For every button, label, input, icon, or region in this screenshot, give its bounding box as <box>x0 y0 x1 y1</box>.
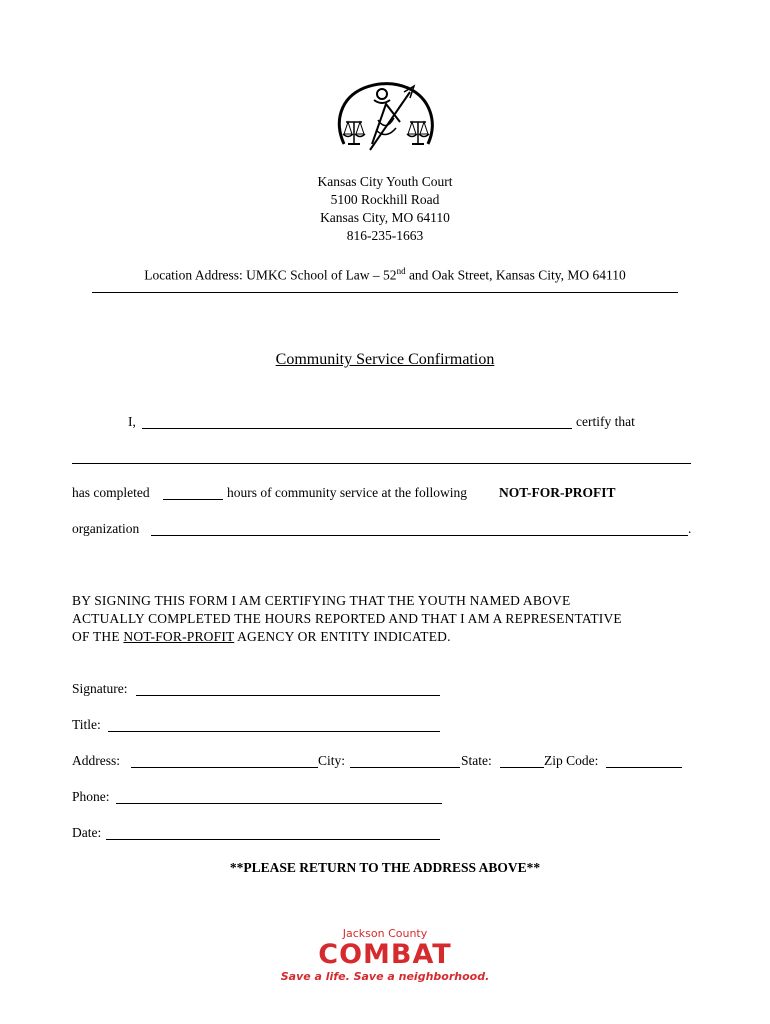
i-label: I, <box>128 414 136 429</box>
title-label: Title: <box>72 717 101 732</box>
certification-line-3: OF THE NOT-FOR-PROFIT AGENCY OR ENTITY INDICATED. <box>72 629 451 644</box>
combat-top-text: Jackson County <box>342 927 428 940</box>
address-field[interactable] <box>131 767 318 768</box>
has-completed-text: has completed <box>72 485 150 500</box>
jackson-county-combat-logo <box>280 928 490 994</box>
youth-name-field[interactable] <box>142 428 572 429</box>
location-address <box>0 262 770 285</box>
org-phone: 816-235-1663 <box>346 228 424 243</box>
city-label: City: <box>318 753 346 768</box>
date-label: Date: <box>72 825 102 840</box>
org-name: Kansas City Youth Court <box>317 174 453 189</box>
city-field[interactable] <box>350 767 460 768</box>
date-field[interactable] <box>106 839 440 840</box>
not-for-profit-label: NOT-FOR-PROFIT <box>499 485 616 500</box>
youth-court-seal-logo <box>330 82 442 156</box>
signature-label: Signature: <box>72 681 128 696</box>
combat-main-text: COMBAT <box>318 939 452 970</box>
zip-label: Zip Code: <box>544 753 599 768</box>
hours-field[interactable] <box>163 499 223 500</box>
return-notice: **PLEASE RETURN TO THE ADDRESS ABOVE** <box>229 860 541 875</box>
org-city-state-zip: Kansas City, MO 64110 <box>320 210 450 225</box>
location-address-superscript: nd <box>396 266 406 276</box>
certification-line-1: BY SIGNING THIS FORM I AM CERTIFYING THAT THE YOUTH NAMED ABOVE <box>72 593 571 608</box>
state-field[interactable] <box>500 767 544 768</box>
youth-name-continuation-field[interactable] <box>72 463 691 464</box>
form-title: Community Service Confirmation <box>275 351 495 368</box>
organization-field[interactable] <box>151 535 688 536</box>
phone-label: Phone: <box>72 789 110 804</box>
certify-that-text: certify that <box>576 414 635 429</box>
signature-field[interactable] <box>136 695 440 696</box>
zip-field[interactable] <box>606 767 682 768</box>
combat-tagline: Save a life. Save a neighborhood. <box>280 970 490 983</box>
phone-field[interactable] <box>116 803 442 804</box>
organization-label: organization <box>72 521 140 536</box>
header-divider <box>92 292 678 293</box>
org-street: 5100 Rockhill Road <box>330 192 440 207</box>
address-label: Address: <box>72 753 120 768</box>
state-label: State: <box>461 753 492 768</box>
hours-text: hours of community service at the following <box>227 485 467 500</box>
organization-period: . <box>688 521 692 536</box>
certification-line-2: ACTUALLY COMPLETED THE HOURS REPORTED AND THAT I AM A REPRESENTATIVE <box>72 611 622 626</box>
location-address-prefix: Location Address: UMKC School of Law – 52 <box>144 267 397 283</box>
title-field[interactable] <box>108 731 440 732</box>
not-for-profit-underlined: NOT-FOR-PROFIT <box>123 629 235 644</box>
location-address-suffix: and Oak Street, Kansas City, MO 64110 <box>405 267 626 283</box>
